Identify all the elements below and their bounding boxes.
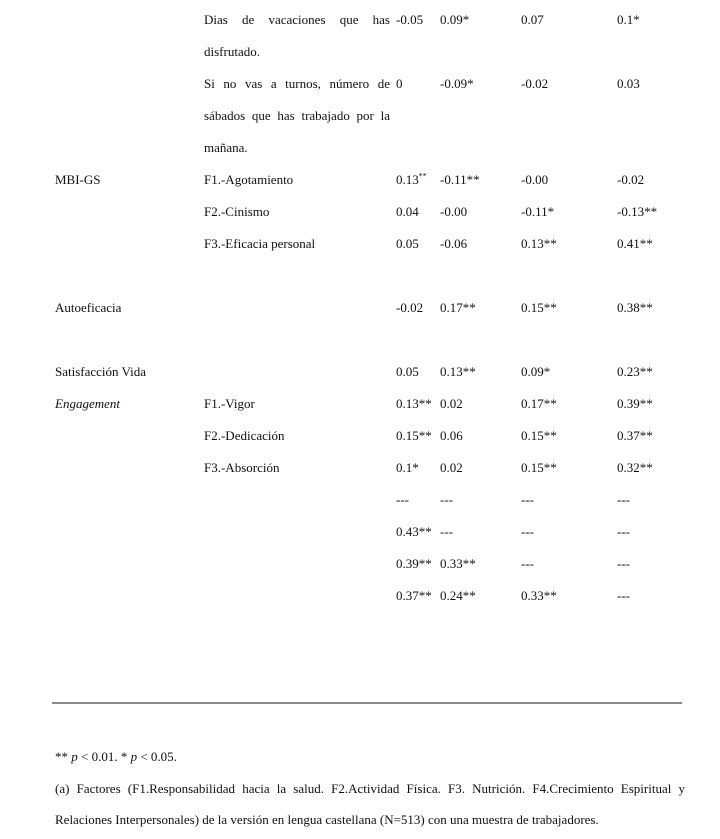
correlation-value	[396, 4, 436, 36]
value-text: ---	[617, 556, 630, 571]
correlation-value	[440, 516, 453, 548]
row-item-label	[204, 516, 390, 548]
correlation-value	[440, 580, 476, 612]
table-row	[0, 292, 720, 324]
table-row	[0, 4, 720, 68]
row-item-label: F3.-Eficacia personal	[204, 236, 316, 251]
correlation-value	[521, 484, 534, 516]
value-text: ---	[521, 492, 534, 507]
correlation-value	[440, 356, 476, 388]
row-item-label: F3.-Absorción	[204, 460, 280, 475]
correlation-value	[617, 580, 630, 612]
correlation-value	[440, 420, 463, 452]
correlation-value	[440, 228, 467, 260]
correlation-value	[521, 292, 557, 324]
correlation-value	[440, 68, 474, 100]
value-text: 0.43**	[396, 524, 432, 539]
correlation-value	[521, 452, 557, 484]
value-text: 0.24**	[440, 588, 476, 603]
correlation-value	[521, 228, 557, 260]
correlation-value	[521, 580, 557, 612]
correlation-value	[617, 548, 630, 580]
table-row	[0, 164, 720, 196]
value-text: -0.06	[440, 236, 468, 251]
correlation-value	[396, 516, 436, 548]
value-text: -0.02	[521, 76, 549, 91]
value-text: -0.09*	[440, 76, 474, 91]
note-text: < 0.01. *	[77, 749, 131, 764]
value-text: 0.23**	[617, 364, 653, 379]
correlation-value	[521, 548, 534, 580]
value-text: ---	[440, 524, 453, 539]
correlation-value	[440, 4, 469, 36]
value-text: 0.15**	[396, 428, 432, 443]
value-text: 0.09*	[440, 12, 470, 27]
value-text: ---	[440, 492, 453, 507]
value-text: -0.00	[521, 172, 549, 187]
table-row	[0, 228, 720, 260]
correlation-value	[396, 196, 436, 228]
correlation-value	[396, 420, 436, 452]
value-text: 0.17**	[521, 396, 557, 411]
value-text: 0.37**	[617, 428, 653, 443]
table-row	[0, 68, 720, 164]
value-text: 0.02	[440, 460, 463, 475]
correlation-value	[617, 356, 653, 388]
correlation-value	[440, 452, 463, 484]
correlation-value	[521, 196, 554, 228]
correlation-value	[396, 484, 436, 516]
correlation-value	[396, 452, 436, 484]
value-text: 0.1*	[396, 460, 419, 475]
row-item-label	[204, 548, 390, 580]
value-text: 0.06	[440, 428, 463, 443]
correlation-value	[521, 388, 557, 420]
correlation-value	[617, 452, 653, 484]
correlation-value	[396, 228, 436, 260]
correlation-value	[617, 292, 653, 324]
correlation-value	[396, 548, 436, 580]
correlation-value	[440, 196, 467, 228]
table-row	[0, 356, 720, 388]
row-item-label: F1.-Agotamiento	[204, 172, 294, 187]
row-item-label: F2.-Dedicación	[204, 428, 285, 443]
value-text: 0.32**	[617, 460, 653, 475]
correlation-value	[396, 164, 436, 196]
table-bottom-rule	[52, 702, 682, 704]
row-group-label: Engagement	[55, 396, 120, 411]
correlation-value	[396, 580, 436, 612]
value-text: -0.11*	[521, 204, 555, 219]
value-text: 0.13**	[521, 236, 557, 251]
correlation-value	[440, 164, 480, 196]
note-p: p	[130, 749, 138, 764]
row-group-label: Satisfacción Vida	[55, 364, 147, 379]
correlation-value	[617, 228, 653, 260]
significance-note	[55, 741, 685, 773]
value-text: 0	[396, 76, 403, 91]
value-text: 0.04	[396, 204, 419, 219]
correlation-value	[440, 548, 476, 580]
value-text: 0.39**	[617, 396, 653, 411]
value-text: 0.02	[440, 396, 463, 411]
row-group-label: MBI-GS	[55, 172, 101, 187]
table-row	[0, 580, 720, 612]
value-text: ---	[617, 524, 630, 539]
value-text: 0.38**	[617, 300, 653, 315]
value-text: 0.05	[396, 364, 419, 379]
value-text: 0.33**	[440, 556, 476, 571]
row-item-label	[204, 580, 390, 612]
value-text: 0.41**	[617, 236, 653, 251]
correlation-value	[617, 484, 630, 516]
value-text: -0.02	[396, 300, 424, 315]
correlation-value	[440, 484, 453, 516]
value-text: -0.05	[396, 12, 424, 27]
correlation-value	[396, 356, 436, 388]
correlation-value	[617, 516, 630, 548]
table-row	[0, 484, 720, 516]
row-item-label: Dias de vacaciones que has disfrutado.	[204, 12, 390, 59]
value-text: 0.17**	[440, 300, 476, 315]
correlation-value	[617, 4, 640, 36]
table-row	[0, 452, 720, 484]
correlation-value	[521, 164, 548, 196]
table-row	[0, 196, 720, 228]
value-text: -0.13**	[617, 204, 658, 219]
correlation-value	[617, 164, 644, 196]
table-row	[0, 388, 720, 420]
correlation-value	[396, 68, 436, 100]
row-item-label	[204, 484, 390, 516]
value-text: 0.33**	[521, 588, 557, 603]
correlation-table	[0, 4, 720, 612]
value-text: 0.03	[617, 76, 640, 91]
table-spacer	[0, 260, 720, 292]
table-row	[0, 548, 720, 580]
value-text: ---	[396, 492, 409, 507]
row-item-label	[204, 356, 390, 388]
table-row	[0, 516, 720, 548]
value-text: 0.07	[521, 12, 544, 27]
value-text: 0.39**	[396, 556, 432, 571]
row-group-label: Autoeficacia	[55, 300, 122, 315]
correlation-value	[521, 516, 534, 548]
value-text: 0.13**	[440, 364, 476, 379]
correlation-value	[617, 196, 657, 228]
correlation-value	[440, 388, 463, 420]
value-text: -0.11**	[440, 172, 480, 187]
note-text: **	[55, 749, 72, 764]
value-text: -0.02	[617, 172, 645, 187]
correlation-value	[440, 292, 476, 324]
row-item-label: F1.-Vigor	[204, 396, 255, 411]
table-spacer	[0, 324, 720, 356]
correlation-value	[521, 4, 544, 36]
value-text: 0.13**	[396, 396, 432, 411]
value-text: ---	[521, 524, 534, 539]
row-item-label: F2.-Cinismo	[204, 204, 270, 219]
value-text: 0.15**	[521, 428, 557, 443]
correlation-value	[396, 388, 436, 420]
correlation-value	[617, 420, 653, 452]
significance-marker: **	[418, 171, 427, 181]
value-text: -0.00	[440, 204, 468, 219]
value-text: 0.15**	[521, 460, 557, 475]
value-text: 0.13	[396, 172, 419, 187]
value-text: 0.37**	[396, 588, 432, 603]
value-text: 0.15**	[521, 300, 557, 315]
correlation-value	[521, 68, 548, 100]
table-notes	[55, 741, 685, 836]
note-text: < 0.05.	[137, 749, 177, 764]
value-text: 0.09*	[521, 364, 551, 379]
value-text: ---	[617, 588, 630, 603]
table-row	[0, 420, 720, 452]
value-text: ---	[521, 556, 534, 571]
value-text: 0.1*	[617, 12, 640, 27]
value-text: ---	[617, 492, 630, 507]
row-item-label: Si no vas a turnos, número de sábados que has trabajado por la mañana.	[204, 76, 390, 155]
correlation-value	[396, 292, 436, 324]
note-p: p	[71, 749, 78, 764]
correlation-value	[521, 356, 550, 388]
factors-note: (a) Factores (F1.Responsabilidad hacia la salud. F2.Actividad Física. F3. Nutrición. F4.Crecimiento Espiritual y Relaciones Interpersonales) de la versión en lengua castellana (N=513) con una muestra de trabajadores.	[55, 780, 685, 827]
value-text: 0.05	[396, 236, 419, 251]
correlation-value	[617, 388, 653, 420]
row-item-label	[204, 292, 390, 324]
correlation-value	[617, 68, 640, 100]
correlation-value	[521, 420, 557, 452]
